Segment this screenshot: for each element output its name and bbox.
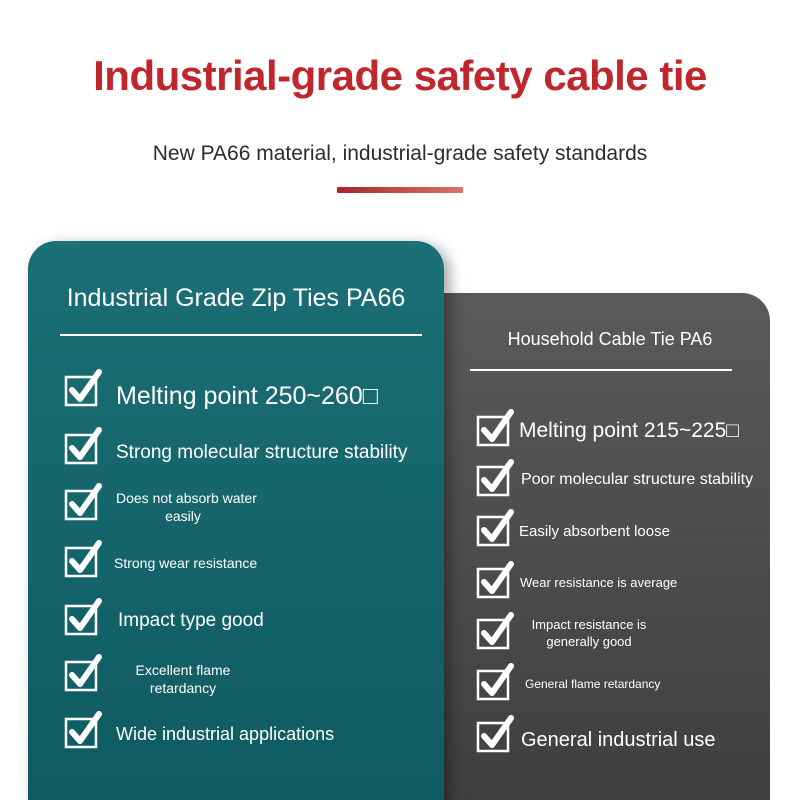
industrial-card-divider	[60, 334, 422, 336]
checkbox-check-icon	[66, 662, 96, 692]
checkbox-check-icon	[66, 548, 96, 578]
checkbox-check-icon	[478, 723, 508, 753]
household-card-divider	[470, 369, 732, 371]
checkbox-check-icon	[66, 606, 96, 636]
household-cable-tie-card: Household Cable Tie PA6 Melting point 215~225□ Poor molecular structure stability Easily absorbent loose Wear resistance is average Impact resistance is generally good General flame retardancy General industrial use	[410, 293, 770, 800]
checkbox-check-icon	[66, 491, 96, 521]
industrial-zip-ties-card: Industrial Grade Zip Ties PA66 Melting point 250~260□ Strong molecular structure stability Does not absorb water easily Strong wear resistance Impact type good Excellent flame retardancy Wide industrial applications	[28, 241, 444, 800]
checkbox-check-icon	[478, 467, 508, 497]
checkbox-check-icon	[478, 417, 508, 447]
checkbox-check-icon	[478, 671, 508, 701]
household-card-title: Household Cable Tie PA6	[507, 329, 713, 349]
checkbox-check-icon	[66, 377, 96, 407]
page-subtitle: New PA66 material, industrial-grade safety standards	[152, 142, 648, 165]
page-title: Industrial-grade safety cable tie	[93, 52, 707, 99]
checkbox-check-icon	[478, 569, 508, 599]
checkbox-check-icon	[66, 435, 96, 465]
accent-bar	[337, 187, 463, 193]
checkbox-check-icon	[478, 620, 508, 650]
industrial-card-title: Industrial Grade Zip Ties PA66	[66, 284, 406, 312]
checkbox-check-icon	[478, 517, 508, 547]
checkbox-check-icon	[66, 719, 96, 749]
